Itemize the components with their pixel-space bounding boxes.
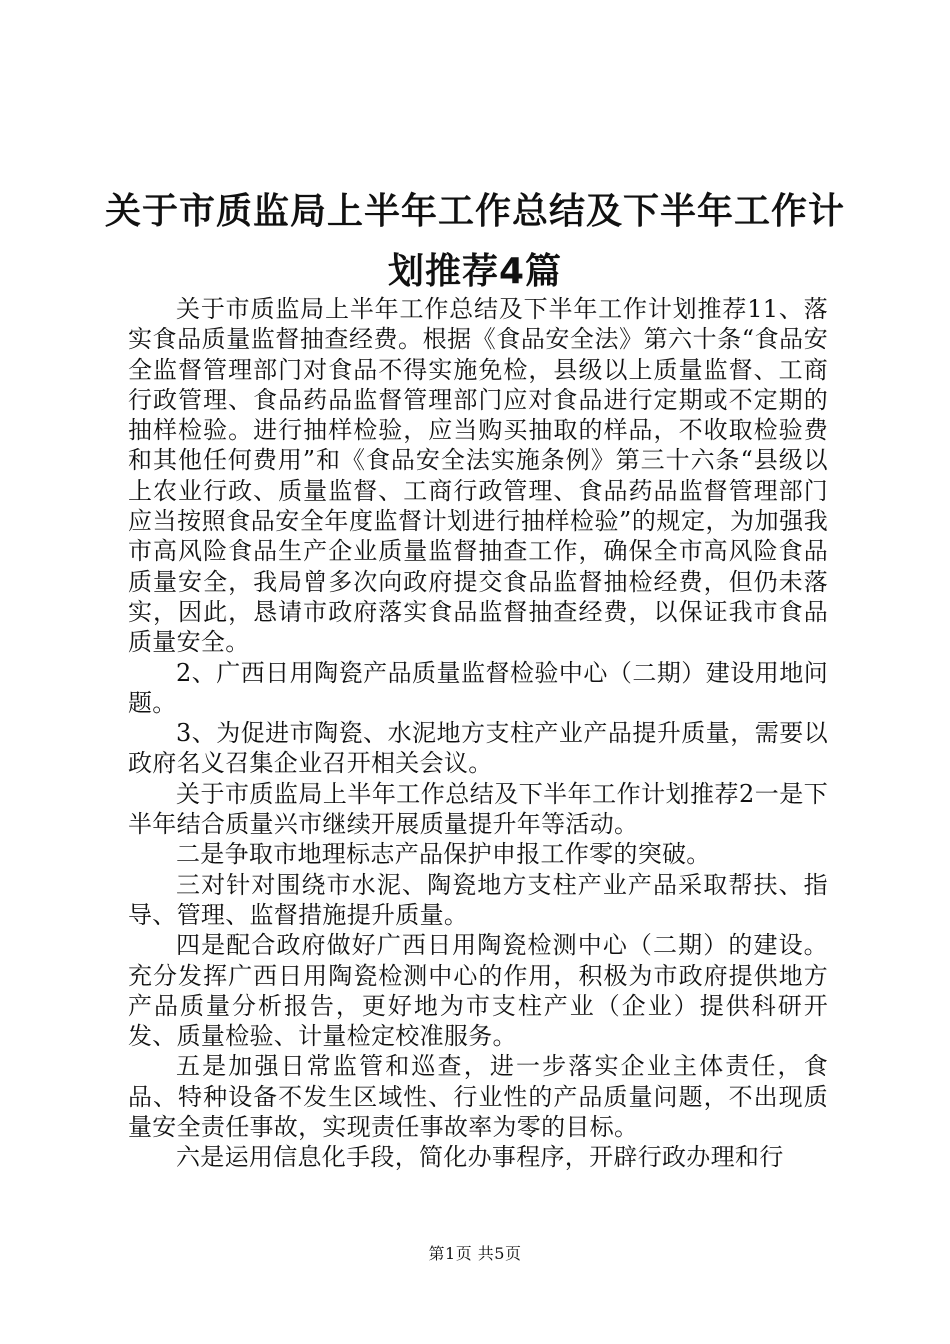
paragraph-2: 2、广西日用陶瓷产品质量监督检验中心（二期）建设用地问题。 xyxy=(128,658,828,717)
paragraph-8: 五是加强日常监管和巡查，进一步落实企业主体责任，食品、特种设备不发生区域性、行业性的产品质量问题，不出现质量安全责任事故，实现责任事故率为零的目标。 xyxy=(128,1052,828,1142)
paragraph-3: 3、为促进市陶瓷、水泥地方支柱产业产品提升质量，需要以政府名义召集企业召开相关会议。 xyxy=(128,719,828,778)
paragraph-5: 二是争取市地理标志产品保护申报工作零的突破。 xyxy=(176,840,711,869)
paragraph-6: 三对针对围绕市水泥、陶瓷地方支柱产业产品采取帮扶、指导、管理、监督措施提升质量。 xyxy=(128,870,828,929)
page-number-footer: 第1页 共5页 xyxy=(428,1244,522,1263)
paragraph-9: 六是运用信息化手段，简化办事程序，开辟行政办理和行 xyxy=(176,1143,784,1172)
paragraph-4: 关于市质监局上半年工作总结及下半年工作计划推荐2一是下半年结合质量兴市继续开展质量提升年等活动。 xyxy=(128,779,828,839)
paragraph-1: 关于市质监局上半年工作总结及下半年工作计划推荐11、落实食品质量监督抽查经费。根据《食品安全法》第六十条“食品安全监督管理部门对食品不得实施免检，县级以上质量监督、工商行政管理、食品药品监督管理部门应对食品进行定期或不定期的抽样检验。进行抽样检验，应当购买抽取的样品，不收取检验费和其他任何费用”和《食品安全法实施条例》第三十六条“县级以上农业行政、质量监督、工商行政管理、食品药品监督管理部门应当按照食品安全年度监督计划进行抽样检验”的规定，为加强我市高风险食品生产企业质量监督抽查工作，确保全市高风险食品质量安全，我局曾多次向政府提交食品监督抽检经费，但仍未落实，因此，恳请市政府落实食品监督抽查经费，以保证我市食品质量安全。 xyxy=(128,295,828,657)
document-body xyxy=(128,294,828,1173)
paragraph-7: 四是配合政府做好广西日用陶瓷检测中心（二期）的建设。充分发挥广西日用陶瓷检测中心的作用，积极为市政府提供地方产品质量分析报告，更好地为市支柱产业（企业）提供科研开发、质量检验、计量检定校准服务。 xyxy=(128,931,828,1051)
document-title: 关于市质监局上半年工作总结及下半年工作计划推荐4篇 xyxy=(104,191,845,292)
